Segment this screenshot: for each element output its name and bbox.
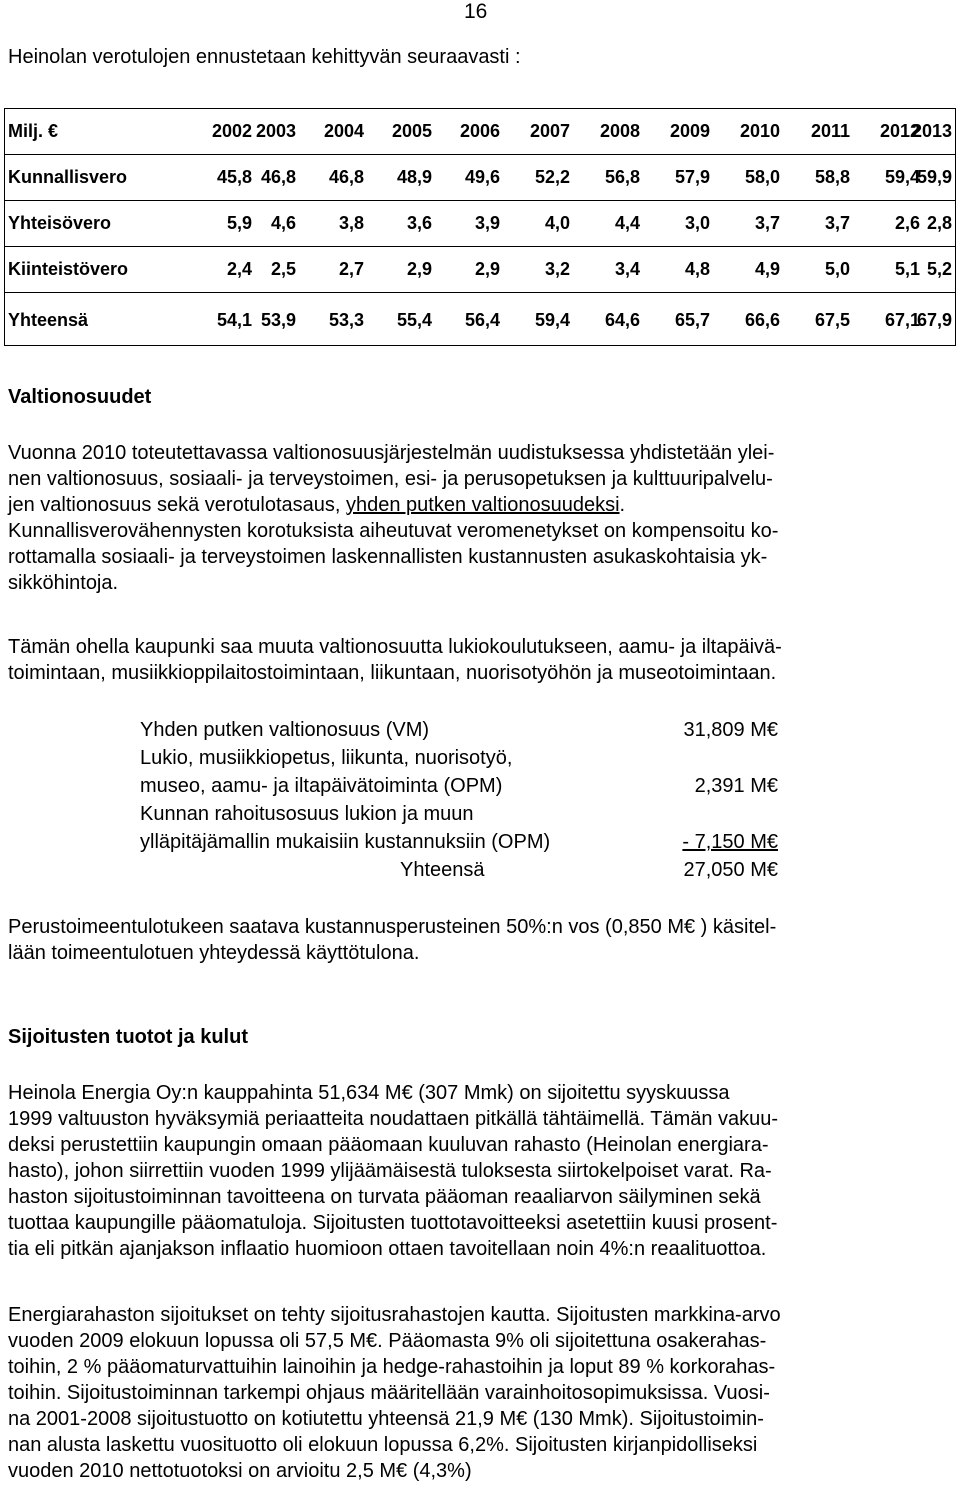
text-line: vuoden 2010 nettotuotoksi on arvioitu 2,5 M€ (4,3%) xyxy=(8,1460,472,1482)
table-cell: 49,6 xyxy=(464,167,500,187)
text-line: tuottaa kaupungille pääomatuloja. Sijoitusten tuottotavoitteeksi asetettiin kuusi prosent- xyxy=(8,1212,778,1234)
table-cell: 53,3 xyxy=(328,310,364,330)
sijoitus-paragraph-2 xyxy=(8,1302,954,1484)
table-row-label: Yhteisövero xyxy=(8,213,112,233)
table-cell: 59,9 xyxy=(916,167,952,187)
table-cell: 67,9 xyxy=(916,310,952,330)
table-cell: 58,8 xyxy=(814,167,850,187)
text-line: Heinola Energia Oy:n kauppahinta 51,634 M€ (307 Mmk) on sijoitettu syyskuussa xyxy=(8,1082,730,1104)
table-header-label: Milj. € xyxy=(8,121,59,141)
table-header-year: 2004 xyxy=(323,121,364,141)
table-header-year: 2009 xyxy=(669,121,710,141)
text-line: sikköhintoja. xyxy=(8,572,119,594)
text-line: rottamalla sosiaali- ja terveystoimen laskennallisten kustannusten asukaskohtaisia yk- xyxy=(8,546,768,568)
table-cell: 3,6 xyxy=(406,213,432,233)
table-cell: 2,6 xyxy=(894,213,920,233)
table-cell: 46,8 xyxy=(260,167,296,187)
table-row-label: Kunnallisvero xyxy=(8,167,128,187)
text-line: vuoden 2009 elokuun lopussa oli 57,5 M€. Pääomasta 9% oli sijoitettuna osakerahas- xyxy=(8,1330,767,1352)
table-rule xyxy=(955,108,956,346)
table-cell: 4,9 xyxy=(754,259,780,279)
text-line: haston sijoitustoiminnan tavoitteena on turvata pääoman reaaliarvon säilyminen sekä xyxy=(8,1186,761,1208)
table-rule xyxy=(4,108,5,346)
table-header-year: 2002 xyxy=(211,121,252,141)
section-heading-valtionosuudet: Valtionosuudet xyxy=(8,386,152,408)
table-cell: 4,4 xyxy=(614,213,640,233)
text-line: nan alusta laskettu vuosituotto oli elokuun lopussa 6,2%. Sijoitusten kirjanpidolliseksi xyxy=(8,1434,758,1456)
text-line: hasto), johon siirrettiin vuoden 1999 ylijäämäisestä tuloksesta siirtokelpoiset varat. Ra- xyxy=(8,1160,772,1182)
table-cell: 56,4 xyxy=(464,310,500,330)
valtionosuudet-paragraph-1 xyxy=(8,440,954,596)
perustoimeentulotuki-paragraph xyxy=(8,914,954,966)
sijoitus-paragraph-1 xyxy=(8,1080,954,1262)
table-rule xyxy=(4,345,956,346)
text-line: nen valtionosuus, sosiaali- ja terveystoimen, esi- ja perusopetuksen ja kulttuuripalvelu- xyxy=(8,468,773,490)
text-line: 1999 valtuuston hyväksymiä periaatteita noudattaen pitkällä tähtäimellä. Tämän vakuu- xyxy=(8,1108,779,1130)
funding-value: 31,809 M€ xyxy=(683,719,778,741)
table-cell: 56,8 xyxy=(604,167,640,187)
tax-revenue-table xyxy=(4,108,956,346)
text-line: toimintaan, musiikkioppilaitostoimintaan, liikuntaan, nuorisotyöhön ja museotoimintaan. xyxy=(8,662,777,684)
table-cell: 5,0 xyxy=(824,259,850,279)
funding-value: - 7,150 M€ xyxy=(682,831,778,853)
funding-value: 2,391 M€ xyxy=(694,775,778,797)
funding-value: 27,050 M€ xyxy=(683,859,778,881)
table-cell: 4,8 xyxy=(684,259,710,279)
table-cell: 2,9 xyxy=(474,259,500,279)
table-header-year: 2006 xyxy=(459,121,500,141)
table-cell: 59,4 xyxy=(534,310,570,330)
table-cell: 45,8 xyxy=(216,167,252,187)
text-span: jen valtionosuus sekä verotulotasaus, xyxy=(8,494,346,516)
text-line: tia eli pitkän ajanjakson inflaatio huomioon ottaen tavoitellaan noin 4%:n reaalituottoa. xyxy=(8,1238,767,1260)
valtionosuudet-paragraph-2 xyxy=(8,634,954,686)
table-cell: 2,8 xyxy=(926,213,952,233)
text-line: na 2001-2008 sijoitustuotto on kotiutettu yhteensä 21,9 M€ (130 Mmk). Sijoitustoimin- xyxy=(8,1408,764,1430)
funding-label: Lukio, musiikkiopetus, liikunta, nuorisotyö, xyxy=(140,747,513,769)
table-cell: 59,4 xyxy=(884,167,920,187)
page-number: 16 xyxy=(464,0,488,23)
table-cell: 3,7 xyxy=(754,213,780,233)
table-cell: 66,6 xyxy=(744,310,780,330)
table-cell: 46,8 xyxy=(328,167,364,187)
text-line: toihin, 2 % pääomaturvattuihin lainoihin ja hedge-rahastoihin ja loput 89 % korkorahas- xyxy=(8,1356,776,1378)
text-line: Vuonna 2010 toteutettavassa valtionosuusjärjestelmän uudistuksessa yhdistetään ylei- xyxy=(8,442,775,464)
table-cell: 57,9 xyxy=(674,167,710,187)
text-span: . xyxy=(619,494,626,516)
text-line: Energiarahaston sijoitukset on tehty sijoitusrahastojen kautta. Sijoitusten markkina-arvo xyxy=(8,1304,781,1326)
table-cell: 5,2 xyxy=(926,259,952,279)
table-cell: 2,9 xyxy=(406,259,432,279)
text-line: deksi perustettiin kaupungin omaan pääomaan kuuluvan rahasto (Heinolan energiara- xyxy=(8,1134,769,1156)
table-cell: 53,9 xyxy=(260,310,296,330)
table-header-year: 2007 xyxy=(529,121,570,141)
text-line: Kunnallisverovähennysten korotuksista aiheutuvat veromenetykset on kompensoitu ko- xyxy=(8,520,779,542)
table-cell: 5,9 xyxy=(226,213,252,233)
table-header-year: 2005 xyxy=(391,121,432,141)
table-header-year: 2010 xyxy=(739,121,780,141)
table-row-label: Kiinteistövero xyxy=(8,259,129,279)
funding-label: museo, aamu- ja iltapäivätoiminta (OPM) xyxy=(140,775,503,797)
intro-text: Heinolan verotulojen ennustetaan kehittyvän seuraavasti : xyxy=(8,46,521,68)
table-cell: 5,1 xyxy=(894,259,920,279)
table-rule xyxy=(4,292,956,293)
table-cell: 52,2 xyxy=(534,167,570,187)
table-cell: 67,5 xyxy=(814,310,850,330)
table-cell: 3,8 xyxy=(338,213,364,233)
table-cell: 2,7 xyxy=(338,259,364,279)
table-cell: 3,4 xyxy=(614,259,640,279)
table-header-year: 2011 xyxy=(810,121,850,141)
section-heading-sijoitukset: Sijoitusten tuotot ja kulut xyxy=(8,1026,248,1048)
table-header-year: 2003 xyxy=(255,121,296,141)
table-cell: 3,7 xyxy=(824,213,850,233)
funding-label: Yhden putken valtionosuus (VM) xyxy=(140,719,430,741)
text-line: toihin. Sijoitustoiminnan tarkempi ohjaus määritellään varainhoitosopimuksissa. Vuosi- xyxy=(8,1382,770,1404)
table-row-label: Yhteensä xyxy=(8,310,89,330)
table-header-year: 2012 xyxy=(879,121,920,141)
funding-label: Yhteensä xyxy=(400,859,485,881)
table-cell: 3,2 xyxy=(544,259,570,279)
table-header-year: 2013 xyxy=(911,121,952,141)
table-cell: 3,9 xyxy=(474,213,500,233)
table-cell: 3,0 xyxy=(684,213,710,233)
table-cell: 67,1 xyxy=(884,310,920,330)
funding-label: ylläpitäjämallin mukaisiin kustannuksiin (OPM) xyxy=(140,831,551,853)
table-cell: 58,0 xyxy=(744,167,780,187)
text-line: lään toimeentulotuen yhteydessä käyttötulona. xyxy=(8,942,420,964)
table-cell: 4,6 xyxy=(270,213,296,233)
table-cell: 64,6 xyxy=(604,310,640,330)
table-cell: 55,4 xyxy=(396,310,432,330)
table-cell: 2,5 xyxy=(270,259,296,279)
table-cell: 65,7 xyxy=(674,310,710,330)
table-cell: 4,0 xyxy=(544,213,570,233)
funding-label: Kunnan rahoitusosuus lukion ja muun xyxy=(140,803,474,825)
table-cell: 48,9 xyxy=(396,167,432,187)
table-cell: 2,4 xyxy=(226,259,252,279)
table-cell: 54,1 xyxy=(216,310,252,330)
text-line xyxy=(8,492,954,518)
underlined-term: yhden putken valtionosuudeksi xyxy=(345,494,620,516)
text-line: Perustoimeentulotukeen saatava kustannusperusteinen 50%:n vos (0,850 M€ ) käsitel- xyxy=(8,916,777,938)
text-line: Tämän ohella kaupunki saa muuta valtionosuutta lukiokoulutukseen, aamu- ja iltapäivä- xyxy=(8,636,782,658)
table-header-year: 2008 xyxy=(599,121,640,141)
